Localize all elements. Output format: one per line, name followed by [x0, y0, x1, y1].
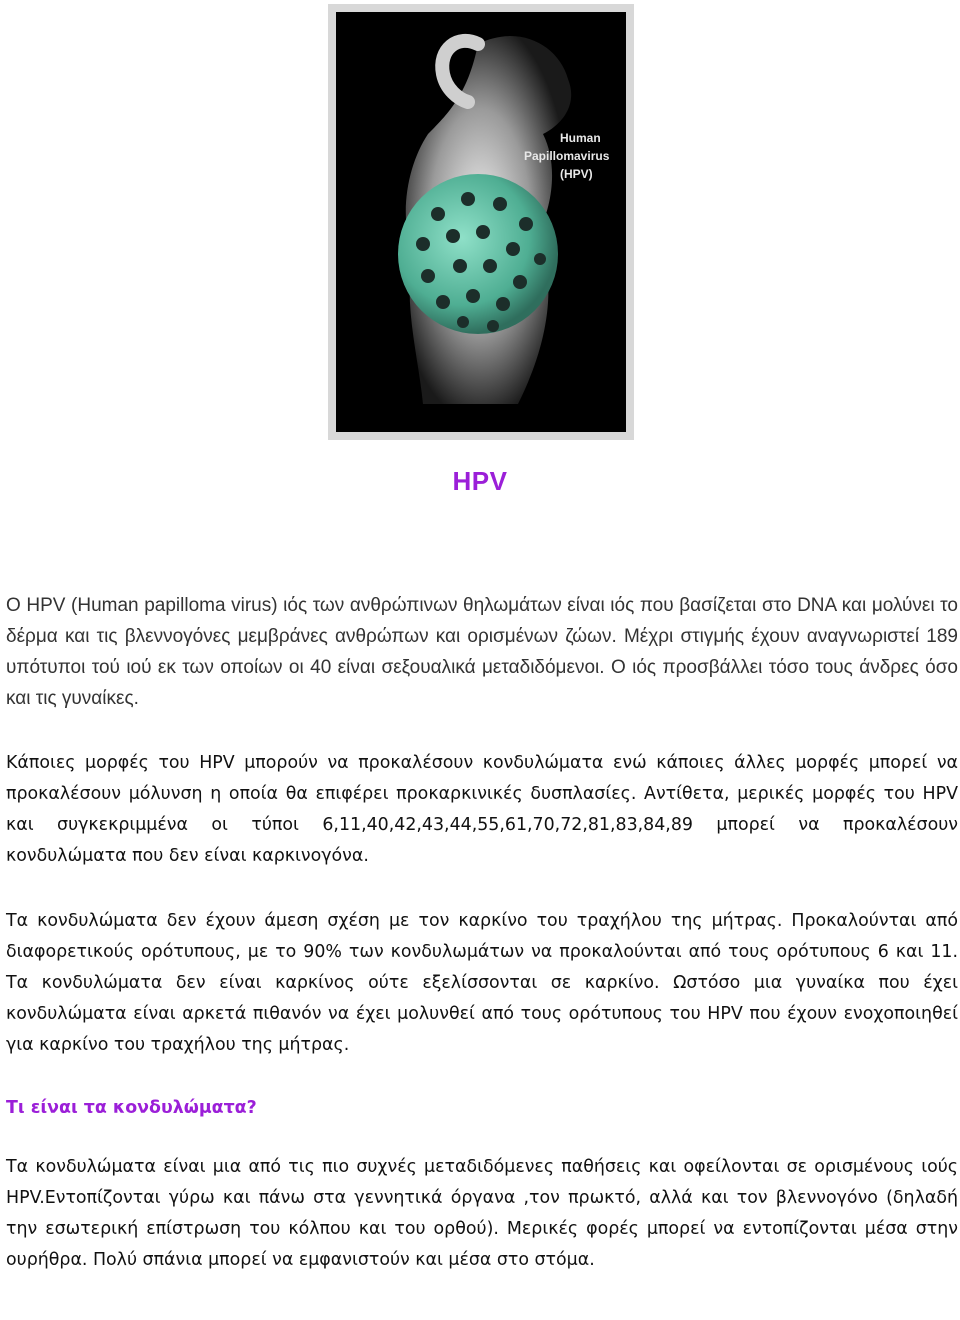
section-heading-warts: Τι είναι τα κονδυλώματα?	[6, 1098, 257, 1118]
page-title: HPV	[452, 466, 508, 496]
figure-overlay-line-3: (HPV)	[560, 167, 593, 181]
figure-overlay-line-1: Human	[560, 131, 601, 145]
hpv-virus-illustration-icon	[328, 4, 634, 440]
paragraph-intro: Ο HPV (Human papilloma virus) ιός των ανθρώπινων θηλωμάτων είναι ιός που βασίζεται στο DNA και μολύνει το δέρμα και τις βλεννογόνες μεμβράνες ανθρώπων και ορισμένων ζώων. Μέχρι στιγμής έχουν αναγνωριστεί 189 υπότυποι τού ιού εκ των οποίων οι 40 είναι σεξουαλικά μεταδιδόμενοι. Ο ιός προσβάλλει τόσο τους άνδρες όσο και τις γυναίκες.	[6, 595, 958, 709]
paragraph-warts: Τα κονδυλώματα είναι μια από τις πιο συχνές μεταδιδόμενες παθήσεις και οφείλονται σε ορισμένους ιούς HPV.Εντοπίζονται γύρω και πάνω στα γεννητικά όργανα ,τον πρωκτό, αλλά και τον βλεννογόνο (δηλαδή την εσωτερική επίστρωση του κόλπου και του ορθού). Μερικές φορές μπορεί να εντοπίζονται μέσα στην ουρήθρα. Πολύ σπάνια μπορεί να εμφανιστούν και μέσα στο στόμα.	[6, 1157, 958, 1270]
paragraph-cancer-relation: Τα κονδυλώματα δεν έχουν άμεση σχέση με τον καρκίνο του τραχήλου της μήτρας. Προκαλούνται από διαφορετικούς ορότυπους, με το 90% των κονδυλωμάτων να προκαλούνται από τους ορότυπους 6 και 11. Τα κονδυλώματα δεν είναι καρκίνος ούτε εξελίσσονται σε καρκίνο. Ωστόσο μια γυναίκα που έχει κονδυλώματα είναι αρκετά πιθανόν να έχει μολυνθεί από τους ορότυπους του HPV που έχουν ενοχοποιηθεί για καρκίνο του τραχήλου της μήτρας.	[6, 911, 958, 1055]
figure-overlay-line-2: Papillomavirus	[524, 149, 610, 163]
hpv-illustration	[328, 4, 634, 440]
paragraph-forms: Κάποιες μορφές του HPV μπορούν να προκαλέσουν κονδυλώματα ενώ κάποιες άλλες μορφές μπορεί να προκαλέσουν μόλυνση η οποία θα επιφέρει προκαρκινικές δυσπλασίες. Αντίθετα, μερικές μορφές του HPV και συγκεκριμμένα οι τύποι 6,11,40,42,43,44,55,61,70,72,81,83,84,89 μπορεί να προκαλέσουν κονδυλώματα που δεν είναι καρκινογόνα.	[6, 753, 958, 866]
